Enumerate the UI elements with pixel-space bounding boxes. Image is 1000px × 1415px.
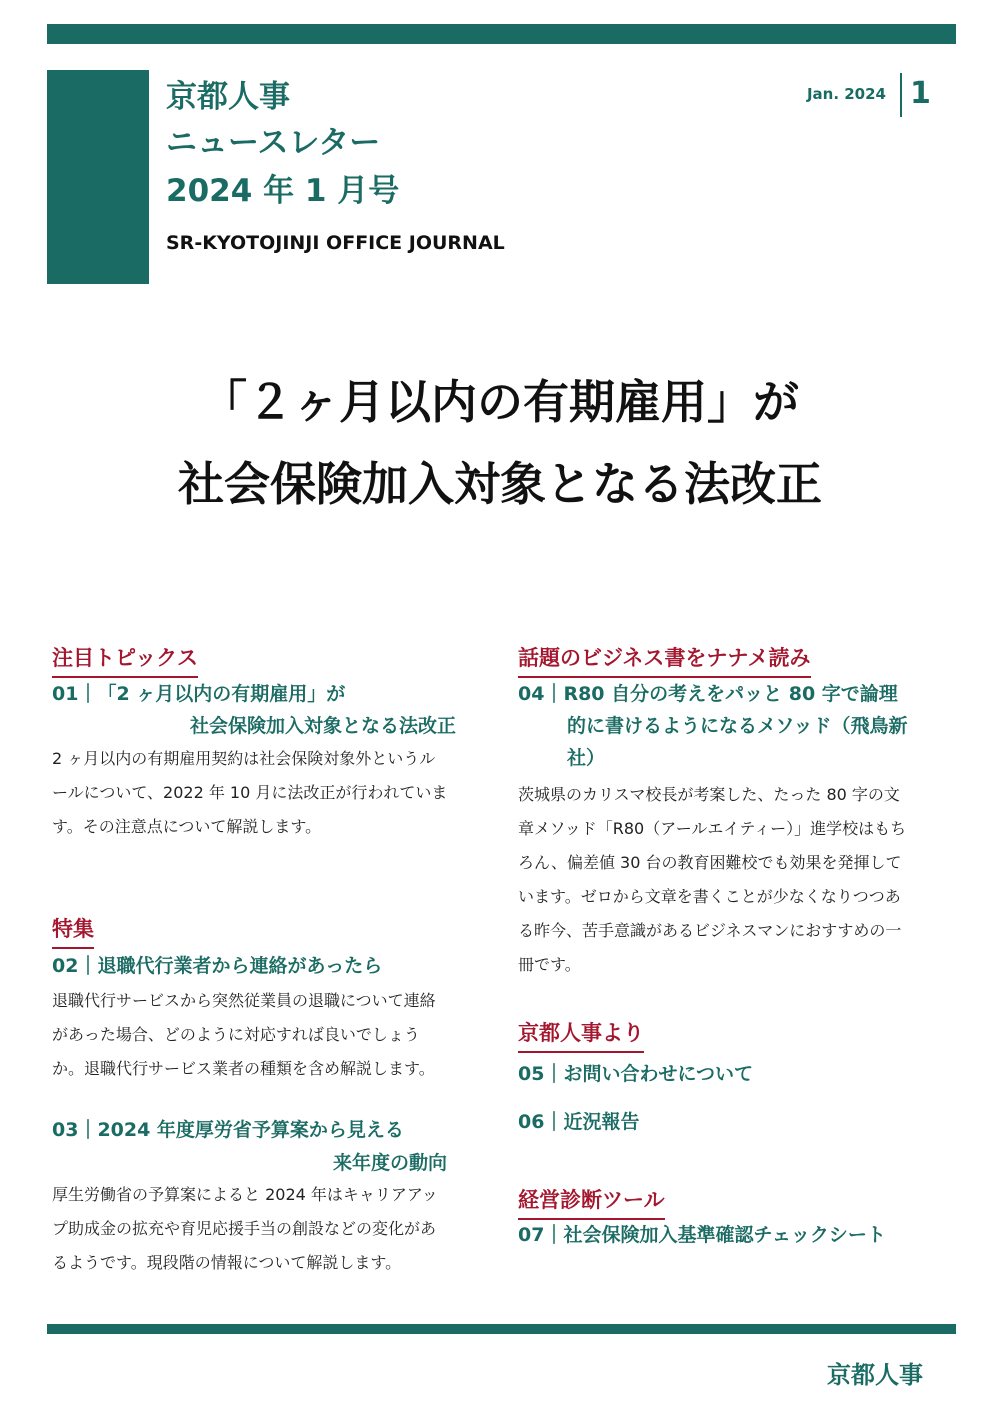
article-04-title-line2: 的に書けるようになるメソッド（飛鳥新 bbox=[567, 715, 908, 737]
headline-line1: 「２ヶ月以内の有期雇用」が bbox=[201, 375, 799, 429]
section-heading-diagnostic-tools: 経営診断ツール bbox=[518, 1184, 665, 1220]
article-04-title-line1: 04｜R80 自分の考えをパッと 80 字で論理 bbox=[518, 683, 898, 705]
article-02-summary bbox=[52, 984, 436, 1086]
summary-line: るようです。現段階の情報について解説します。 bbox=[52, 1253, 402, 1272]
section-heading-business-books: 話題のビジネス書をナナメ読み bbox=[518, 642, 811, 678]
summary-line: 厚生労働省の予算案によると 2024 年はキャリアアッ bbox=[52, 1185, 438, 1204]
summary-line: 冊です。 bbox=[518, 955, 581, 974]
masthead-title-line3: 2024 年 1 月号 bbox=[166, 173, 400, 209]
summary-line: ろん、偏差値 30 台の教育困難校でも効果を発揮して bbox=[518, 853, 902, 872]
journal-name: SR-KYOTOJINJI OFFICE JOURNAL bbox=[166, 232, 505, 254]
article-03-title-line1: 03｜2024 年度厚労省予算案から見える bbox=[52, 1119, 404, 1141]
article-03-title-line2: 来年度の動向 bbox=[333, 1152, 448, 1174]
footer-brand: 京都人事 bbox=[827, 1361, 923, 1389]
article-05-title: 05｜お問い合わせについて bbox=[518, 1063, 754, 1085]
summary-line: す。その注意点について解説します。 bbox=[52, 817, 322, 836]
headline-line2: 社会保険加入対象となる法改正 bbox=[178, 457, 822, 511]
summary-line: る昨今、苦手意識があるビジネスマンにおすすめの一 bbox=[518, 921, 902, 940]
top-accent-bar bbox=[47, 24, 956, 44]
section-heading-feature: 特集 bbox=[52, 913, 94, 949]
bottom-accent-bar bbox=[47, 1324, 956, 1334]
article-04-title-line3: 社） bbox=[567, 747, 606, 769]
article-01-title-line2: 社会保険加入対象となる法改正 bbox=[190, 715, 457, 737]
masthead-color-block bbox=[47, 70, 149, 284]
summary-line: プ助成金の拡充や育児応援手当の創設などの変化があ bbox=[52, 1219, 437, 1238]
article-02-title: 02｜退職代行業者から連絡があったら bbox=[52, 955, 383, 977]
issue-number: 1 bbox=[910, 76, 931, 111]
article-01-title-line1: 01｜「2 ヶ月以内の有期雇用」が bbox=[52, 683, 346, 705]
article-04-summary bbox=[518, 778, 906, 982]
summary-line: か。退職代行サービス業者の種類を含め解説します。 bbox=[52, 1059, 435, 1078]
article-01-summary bbox=[52, 742, 447, 844]
summary-line: があった場合、どのように対応すれば良いでしょう bbox=[52, 1025, 420, 1044]
issue-divider bbox=[900, 73, 902, 117]
article-06-title: 06｜近況報告 bbox=[518, 1111, 640, 1133]
masthead-title-line2: ニュースレター bbox=[166, 125, 381, 161]
issue-date: Jan. 2024 bbox=[806, 85, 886, 103]
section-heading-topics: 注目トピックス bbox=[52, 642, 198, 678]
summary-line: います。ゼロから文章を書くことが少なくなりつつあ bbox=[518, 887, 901, 906]
summary-line: 退職代行サービスから突然従業員の退職について連絡 bbox=[52, 991, 436, 1010]
summary-line: 茨城県のカリスマ校長が考案した、たった 80 字の文 bbox=[518, 785, 900, 804]
section-heading-from-kyoto-jinji: 京都人事より bbox=[518, 1017, 644, 1053]
masthead-title-line1: 京都人事 bbox=[166, 79, 290, 115]
summary-line: 2 ヶ月以内の有期雇用契約は社会保険対象外というル bbox=[52, 749, 436, 768]
article-03-summary bbox=[52, 1178, 438, 1280]
article-07-title: 07｜社会保険加入基準確認チェックシート bbox=[518, 1224, 886, 1246]
summary-line: ールについて、2022 年 10 月に法改正が行われていま bbox=[52, 783, 448, 802]
summary-line: 章メソッド「R80（アールエイティー）」進学校はもち bbox=[518, 819, 907, 838]
